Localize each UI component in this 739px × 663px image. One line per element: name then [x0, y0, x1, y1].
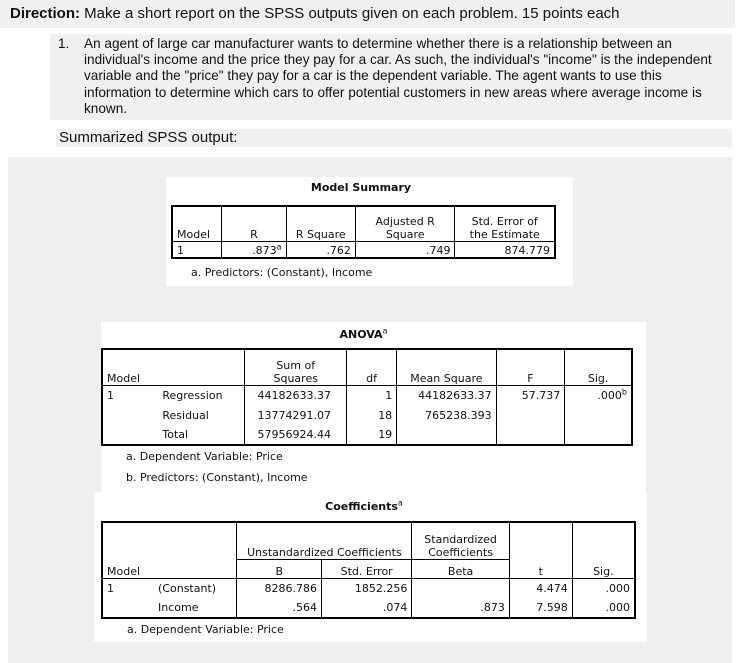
coefficients-table	[101, 521, 636, 619]
anova-header-model: Model	[107, 371, 141, 385]
coef-row-se: .074	[321, 598, 411, 618]
anova-row-label: Total	[158, 425, 245, 445]
coefficients-card	[94, 492, 647, 642]
anova-row-f	[496, 425, 565, 445]
anova-footnote: a. Dependent Variable: Price	[126, 450, 283, 463]
ms-header-adj-r-square	[355, 206, 455, 241]
anova-title-sup: a	[382, 326, 388, 336]
anova-table	[101, 348, 633, 446]
model-summary-table	[171, 205, 556, 259]
ms-header-r: R	[222, 206, 286, 241]
problem-number: 1.	[58, 36, 70, 51]
anova-row-label: Residual	[158, 405, 245, 425]
spss-outputs	[8, 157, 732, 663]
anova-row-ms	[397, 425, 496, 445]
ms-row-r-cell	[222, 241, 286, 258]
coef-row-b: .564	[237, 598, 322, 618]
anova-card	[101, 322, 646, 492]
ms-header-model: Model	[172, 206, 222, 241]
ms-header-se-2: the Estimate	[469, 227, 540, 241]
direction-label: Direction:	[10, 5, 81, 22]
problem-text: An agent of large car manufacturer wants to determine whether there is a relationship between an individual's income and the price they pay for a car. As such, the individual's "income" is the independent variable and the "price" they pay for a car is the dependent variable. The agent wants to use this information to determine which cars to offer potential customers in new areas where average income is known.	[84, 36, 712, 116]
anova-footnote: b. Predictors: (Constant), Income	[126, 471, 308, 484]
coef-header-sig: Sig.	[593, 564, 614, 578]
coef-header-t: t	[509, 522, 572, 578]
problem-statement	[50, 34, 732, 120]
anova-model-blank	[102, 405, 158, 425]
coef-header-std-2: Coefficients	[428, 545, 493, 559]
ms-footnote: a. Predictors: (Constant), Income	[191, 266, 373, 279]
model-summary-title: Model Summary	[310, 181, 412, 194]
anova-title-wrap	[101, 328, 626, 341]
anova-row-ss: 57956924.44	[245, 425, 346, 445]
coef-header-std-1: Standardized	[424, 532, 497, 546]
ms-header-se-1: Std. Error of	[471, 214, 538, 228]
model-summary-card	[166, 177, 573, 286]
ms-row-adj: .749	[355, 241, 455, 258]
anova-row-df: 18	[346, 405, 396, 425]
coef-header-se: Std. Error	[321, 559, 411, 578]
coef-model-num: 1	[107, 581, 114, 595]
ms-row-r-sup: a	[276, 242, 282, 252]
coef-footnote: a. Dependent Variable: Price	[127, 623, 284, 636]
ms-header-adj-1: Adjusted R	[375, 214, 435, 228]
coef-row-label: Income	[154, 598, 237, 618]
anova-row-f: 57.737	[496, 385, 565, 405]
ms-header-r-square: R Square	[286, 206, 355, 241]
coef-header-unstd: Unstandardized Coefficients	[237, 522, 412, 559]
anova-row-sig: .000	[597, 388, 622, 402]
ms-header-std-error	[455, 206, 555, 241]
coef-row-t: 7.598	[509, 598, 572, 618]
anova-header-blank	[158, 349, 245, 385]
ms-row-model: 1	[172, 241, 222, 258]
anova-row-df: 19	[346, 425, 396, 445]
direction-line	[0, 0, 735, 28]
coef-header-std	[412, 522, 509, 559]
anova-model-num: 1	[107, 388, 114, 402]
coef-row-sig: .000	[605, 581, 630, 595]
anova-header-ss	[245, 349, 346, 385]
anova-row-ms: 765238.393	[397, 405, 496, 425]
anova-title: ANOVA	[339, 328, 383, 341]
coef-title-wrap	[94, 500, 634, 513]
coef-row-label: (Constant)	[154, 578, 237, 598]
anova-row-f	[496, 405, 565, 425]
coef-row-beta: .873	[412, 598, 509, 618]
anova-row-sig-cell	[565, 385, 632, 405]
anova-row-ms: 44182633.37	[397, 385, 496, 405]
coef-title: Coefficients	[325, 500, 398, 513]
coef-row-b: 8286.786	[237, 578, 322, 598]
anova-header-ss-1: Sum of	[276, 358, 316, 372]
anova-model-blank	[102, 425, 158, 445]
anova-row-df: 1	[346, 385, 396, 405]
anova-row-sig-sup: b	[621, 387, 627, 397]
ms-header-adj-2: Square	[385, 227, 425, 241]
coef-header-beta: Beta	[412, 559, 509, 578]
coef-row-sig: .000	[605, 601, 630, 614]
coef-header-blank	[154, 522, 237, 578]
anova-header-df: df	[346, 349, 396, 385]
anova-row-ss: 13774291.07	[245, 405, 346, 425]
ms-row-r: .873	[252, 244, 277, 257]
anova-header-ss-2: Squares	[273, 371, 318, 385]
direction-text: Make a short report on the SPSS outputs given on each problem. 15 points each	[80, 5, 620, 22]
ms-row-r-square: .762	[286, 241, 355, 258]
coef-header-model: Model	[107, 564, 141, 578]
coef-row-t: 4.474	[509, 578, 572, 598]
summary-label: Summarized SPSS output:	[56, 129, 732, 147]
anova-row-sig	[565, 405, 632, 425]
coef-row-se: 1852.256	[321, 578, 411, 598]
anova-header-f: F	[496, 349, 565, 385]
coef-title-sup: a	[397, 498, 403, 508]
anova-header-ms: Mean Square	[397, 349, 496, 385]
coef-header-b: B	[237, 559, 322, 578]
ms-row-se: 874.779	[504, 244, 550, 257]
anova-row-ss: 44182633.37	[245, 385, 346, 405]
coef-model-blank	[102, 598, 154, 618]
coef-row-beta	[412, 578, 509, 598]
anova-row-sig	[565, 425, 632, 445]
anova-row-label: Regression	[158, 385, 245, 405]
anova-header-sig: Sig.	[587, 371, 609, 385]
